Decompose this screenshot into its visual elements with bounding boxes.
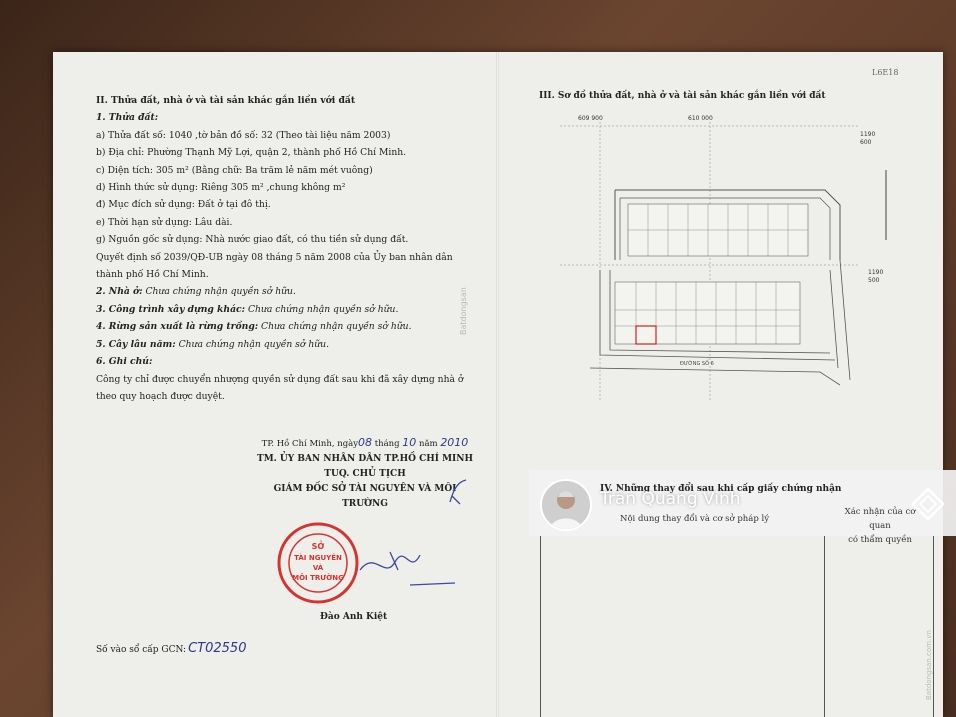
map-street-label: ĐƯỜNG SỐ 6 bbox=[680, 361, 714, 367]
section4-col2-header: Xác nhận của cơ quan có thẩm quyền bbox=[844, 507, 916, 545]
map-coord-y1b: 600 bbox=[860, 139, 872, 146]
line-construction: 3. Công trình xây dựng khác: Chưa chứng nhận quyền sở hữu. bbox=[96, 303, 399, 315]
line-house: 2. Nhà ở: Chưa chứng nhận quyền sở hữu. bbox=[96, 286, 296, 298]
line-qd2: thành phố Hồ Chí Minh. bbox=[96, 269, 209, 281]
svg-text:MÔI TRƯỜNG: MÔI TRƯỜNG bbox=[292, 574, 344, 582]
corner-note: L6E18 bbox=[872, 68, 899, 77]
line-note1: Công ty chỉ được chuyển nhượng quyền sử dụng đất sau khi đã xây dựng nhà ở bbox=[96, 373, 464, 385]
authority-line2: TUQ. CHỦ TỊCH bbox=[324, 469, 406, 479]
changes-table bbox=[540, 536, 934, 717]
batdongsan-logo-icon bbox=[910, 486, 946, 522]
map-coord-x2: 610 000 bbox=[688, 115, 713, 122]
line-e: e) Thời hạn sử dụng: Lâu dài. bbox=[96, 216, 233, 228]
map-coord-x1: 609 900 bbox=[578, 115, 603, 122]
section2-title: II. Thửa đất, nhà ở và tài sản khác gắn liền với đất bbox=[96, 95, 356, 106]
gcn-number: Số vào sổ cấp GCN: CT02550 bbox=[96, 641, 247, 656]
owner-name[interactable]: Trần Quang Vinh bbox=[600, 489, 741, 509]
watermark: Batdongsan bbox=[459, 287, 468, 335]
map-coord-y2a: 1190 bbox=[868, 269, 884, 276]
line-d: d) Hình thức sử dụng: Riêng 305 m² ,chung không m² bbox=[96, 182, 346, 194]
red-stamp-icon bbox=[276, 521, 360, 605]
section-land-info bbox=[96, 92, 486, 405]
map-coord-y2b: 500 bbox=[868, 277, 880, 284]
authority-line3: GIÁM ĐỐC SỞ TÀI NGUYÊN VÀ MÔI TRƯỜNG bbox=[273, 484, 457, 509]
line-forest: 4. Rừng sản xuất là rừng trồng: Chưa chứng nhận quyền sở hữu. bbox=[96, 321, 412, 333]
line-trees: 5. Cây lâu năm: Chưa chứng nhận quyền sở hữu. bbox=[96, 338, 330, 350]
heading-notes: 6. Ghi chú: bbox=[96, 356, 153, 368]
line-note2: theo quy hoạch được duyệt. bbox=[96, 390, 225, 402]
svg-text:TÀI NGUYÊN: TÀI NGUYÊN bbox=[294, 554, 342, 562]
section4-title: IV. Những thay đổi sau khi cấp giấy chứng nhận bbox=[600, 484, 842, 494]
issue-date: TP. Hồ Chí Minh, ngày08 tháng 10 năm 2010 bbox=[261, 436, 469, 449]
line-qd1: Quyết định số 2039/QĐ-UB ngày 08 tháng 5 năm 2008 của Ủy ban nhân dân bbox=[96, 251, 453, 263]
line-g: g) Nguồn gốc sử dụng: Nhà nước giao đất, có thu tiền sử dụng đất. bbox=[96, 234, 409, 246]
page-fold bbox=[496, 52, 499, 717]
map-coord-y1a: 1190 bbox=[860, 131, 876, 138]
signature-scribble-icon bbox=[350, 540, 460, 590]
signature-mark-icon bbox=[446, 478, 470, 508]
person-icon bbox=[542, 481, 590, 529]
signer-name: Đào Anh Kiệt bbox=[320, 612, 388, 622]
line-b: b) Địa chỉ: Phường Thạnh Mỹ Lợi, quận 2, thành phố Hồ Chí Minh. bbox=[96, 147, 407, 159]
svg-text:SỞ: SỞ bbox=[311, 542, 325, 551]
line-c: c) Diện tích: 305 m² (Bằng chữ: Ba trăm lẻ năm mét vuông) bbox=[96, 164, 373, 176]
land-plot-map bbox=[560, 110, 900, 400]
line-dd: đ) Mục đích sử dụng: Đất ở tại đô thị. bbox=[96, 199, 271, 211]
svg-text:VÀ: VÀ bbox=[312, 564, 324, 572]
owner-avatar[interactable] bbox=[540, 479, 592, 531]
authority-line1: TM. ỦY BAN NHÂN DÂN TP.HỒ CHÍ MINH bbox=[257, 454, 473, 464]
heading-land-plot: 1. Thửa đất: bbox=[96, 112, 159, 124]
section4-col1-header: Nội dung thay đổi và cơ sở pháp lý bbox=[620, 514, 770, 524]
section3-title: III. Sơ đồ thửa đất, nhà ở và tài sản khác gắn liền với đất bbox=[539, 91, 826, 101]
table-divider bbox=[824, 536, 825, 717]
watermark-corner: Batdongsan.com.vn bbox=[925, 630, 933, 700]
line-a: a) Thửa đất số: 1040 ,tờ bản đồ số: 32 (Theo tài liệu năm 2003) bbox=[96, 129, 391, 141]
